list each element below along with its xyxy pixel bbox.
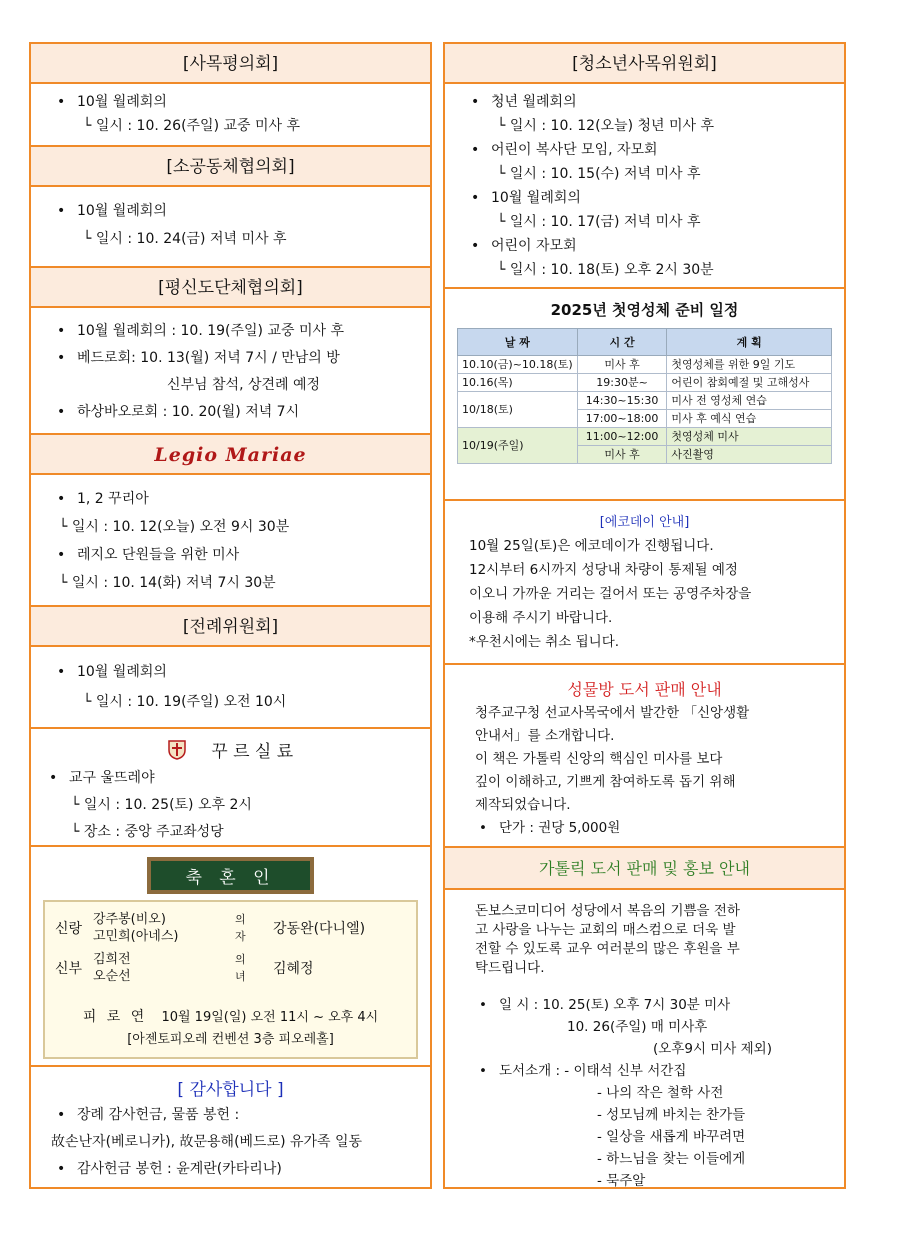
catholic-para: 고 사랑을 나누는 교회의 매스컴으로 더욱 발 [475,922,736,938]
section-title: [평신도단체협의회] [31,268,430,308]
list-item: • 감사헌금 봉헌 : 윤계란(카타리나) [53,1156,420,1183]
bride-father: 김희전 [93,952,131,967]
jeollye-section [31,607,430,729]
ecoday-line: *우천시에는 취소 됩니다. [469,634,620,650]
table-row [458,392,832,410]
ecoday-line: 이오니 가까운 거리는 걸어서 또는 공영주차장을 [469,586,752,602]
catholic-schedule-3: (오후9시 미사 제외) [653,1041,772,1057]
bride-label: 신부 [55,961,83,977]
cell-time: 17:00~18:00 [577,410,667,428]
relation-text: 자 [235,930,246,943]
reception-place: [아젠토피오레 컨벤션 3층 피오레홀] [127,1032,334,1047]
cursillo-emblem-icon [168,740,186,760]
table-header: 날 짜 [458,329,578,356]
table-row [458,428,832,446]
cursillo-title: 꾸 르 실 료 [211,742,294,762]
books-section [445,665,844,848]
cell-time: 미사 후 [577,356,667,374]
communion-title: 2025년 첫영성체 준비 일정 [550,301,739,319]
relation-text: 의 [235,913,246,926]
catholic-books-label: • 도서소개 : - 이태석 신부 서간집 [475,1060,830,1082]
cell-date: 10/19(주일) [458,428,578,464]
catholic-para: 탁드립니다. [475,960,545,976]
book-item: - 성모님께 바치는 찬가들 [597,1107,746,1123]
groom-mother: 고민희(아네스) [93,929,179,944]
cursillo-section [31,729,430,847]
books-line: 안내서」를 소개합니다. [475,728,615,744]
list-item: • 10월 월례회의 [53,90,420,114]
legio-title: Legio Mariae [31,435,430,475]
cell-time: 19:30분~ [577,374,667,392]
catholic-schedule: • 일 시 : 10. 25(토) 오후 7시 30분 미사 [475,994,830,1016]
book-item: - 묵주알 [597,1173,646,1187]
cell-time: 미사 후 [577,446,667,464]
catholic-section [445,848,844,1187]
communion-section [445,289,844,501]
relation-text: 녀 [235,970,246,983]
section-title: [청소년사목위원회] [445,44,844,84]
book-item: - 나의 작은 철학 사전 [597,1085,724,1101]
wedding-section [31,847,430,1067]
list-item: • 10월 월례회의 [467,186,834,210]
list-sub: └ 일시 : 10. 18(토) 오후 2시 30분 [497,262,714,278]
cell-plan: 미사 후 예식 연습 [667,410,832,428]
ecoday-section [445,501,844,665]
book-item: - 하느님을 찾는 이들에게 [597,1151,746,1167]
left-column [29,42,432,1189]
catholic-title: 가톨릭 도서 판매 및 홍보 안내 [445,848,844,890]
list-item: • 레지오 단원들을 위한 미사 [53,541,420,569]
right-column [443,42,846,1189]
list-sub: └ 일시 : 10. 12(오늘) 오전 9시 30분 [59,519,290,535]
list-sub: └ 일시 : 10. 14(화) 저녁 7시 30분 [59,575,276,591]
thanks-title: [ 감사합니다 ] [177,1080,284,1100]
books-line: 제작되었습니다. [475,797,571,813]
list-sub: └ 일시 : 10. 19(주일) 오전 10시 [83,694,287,710]
relation-text: 의 [235,953,246,966]
table-row [458,374,832,392]
cell-plan: 사진촬영 [667,446,832,464]
bride-mother: 오순선 [93,969,131,984]
list-item: • 청년 월례회의 [467,90,834,114]
list-sub: └ 장소 : 중앙 주교좌성당 [71,824,224,840]
cell-plan: 어린이 참회예절 및 고해성사 [667,374,832,392]
groom-label: 신랑 [55,921,83,937]
catholic-para: 돈보스코미디어 성당에서 복음의 기쁨을 전하 [475,903,740,919]
list-item: • 베드로회: 10. 13(월) 저녁 7시 / 만남의 방 [53,345,420,372]
cell-date: 10.10(금)~10.18(토) [458,356,578,374]
table-row [458,356,832,374]
ecoday-line: 이용해 주시기 바랍니다. [469,610,613,626]
sogong-section [31,147,430,268]
cell-time: 11:00~12:00 [577,428,667,446]
communion-table [457,328,832,464]
cell-plan: 첫영성체 미사 [667,428,832,446]
list-item: • 장례 감사헌금, 물품 봉헌 : [53,1102,420,1129]
legio-section [31,435,430,607]
ecoday-line: 12시부터 6시까지 성당내 차량이 통제될 예정 [469,562,738,578]
youth-section [445,44,844,289]
list-sub: └ 일시 : 10. 15(수) 저녁 미사 후 [497,166,701,182]
groom-father: 강주봉(비오) [93,912,166,927]
cell-time: 14:30~15:30 [577,392,667,410]
reception-label: 피 로 연 [82,1009,148,1025]
groom-name: 강동완(다니엘) [273,921,366,937]
pyeong-section [31,268,430,435]
list-sub: └ 일시 : 10. 17(금) 저녁 미사 후 [497,214,701,230]
thanks-section [31,1067,430,1187]
catholic-para: 전할 수 있도록 교우 여러분의 많은 후원을 부 [475,941,740,957]
samok-section [31,44,430,147]
list-sub: └ 일시 : 10. 24(금) 저녁 미사 후 [83,231,287,247]
ecoday-line: 10월 25일(토)은 에코데이가 진행됩니다. [469,538,714,554]
reception-time: 10월 19일(일) 오전 11시 ~ 오후 4시 [161,1010,379,1025]
list-item: • 10월 월례회의 [53,657,420,687]
table-header: 계 획 [667,329,832,356]
list-sub: └ 일시 : 10. 26(주일) 교중 미사 후 [83,118,301,134]
list-sub: └ 일시 : 10. 25(토) 오후 2시 [71,797,252,813]
list-item: • 1, 2 꾸리아 [53,485,420,513]
list-item: • 어린이 자모회 [467,234,834,258]
books-line: 깊이 이해하고, 기쁘게 참여하도록 돕기 위해 [475,774,736,790]
cell-date: 10.16(목) [458,374,578,392]
list-item: • 교구 울뜨레야 [45,765,420,792]
list-sub: └ 일시 : 10. 12(오늘) 청년 미사 후 [497,118,715,134]
list-item: • 하상바오로회 : 10. 20(월) 저녁 7시 [53,399,420,426]
section-title: [사목평의회] [31,44,430,84]
books-line: 이 책은 가톨릭 신앙의 핵심인 미사를 보다 [475,751,723,767]
list-cont: 故손난자(베로니카), 故문용해(베드로) 유가족 일동 [51,1134,363,1150]
books-title: 성물방 도서 판매 안내 [567,680,722,699]
list-item: • 어린이 복사단 모임, 자모회 [467,138,834,162]
cell-plan: 첫영성체를 위한 9일 기도 [667,356,832,374]
books-price: • 단가 : 권당 5,000원 [475,817,830,840]
catholic-schedule-2: 10. 26(주일) 매 미사후 [567,1019,708,1035]
table-header: 시 간 [577,329,667,356]
section-title: [소공동체협의회] [31,147,430,187]
wedding-title: 축 혼 인 [147,857,313,894]
list-item: • 10월 월례회의 : 10. 19(주일) 교중 미사 후 [53,318,420,345]
list-cont: 신부님 참석, 상견례 예정 [167,377,321,393]
section-title: [전례위원회] [31,607,430,647]
books-line: 청주교구청 선교사목국에서 발간한 「신앙생활 [475,705,750,721]
book-item: - 일상을 새롭게 바꾸려면 [597,1129,746,1145]
bride-name: 김혜정 [273,961,314,977]
wedding-card [43,900,418,1059]
ecoday-title: [에코데이 안내] [599,515,690,530]
cell-plan: 미사 전 영성체 연습 [667,392,832,410]
list-item: • 10월 월례회의 [53,197,420,225]
cell-date: 10/18(토) [458,392,578,428]
